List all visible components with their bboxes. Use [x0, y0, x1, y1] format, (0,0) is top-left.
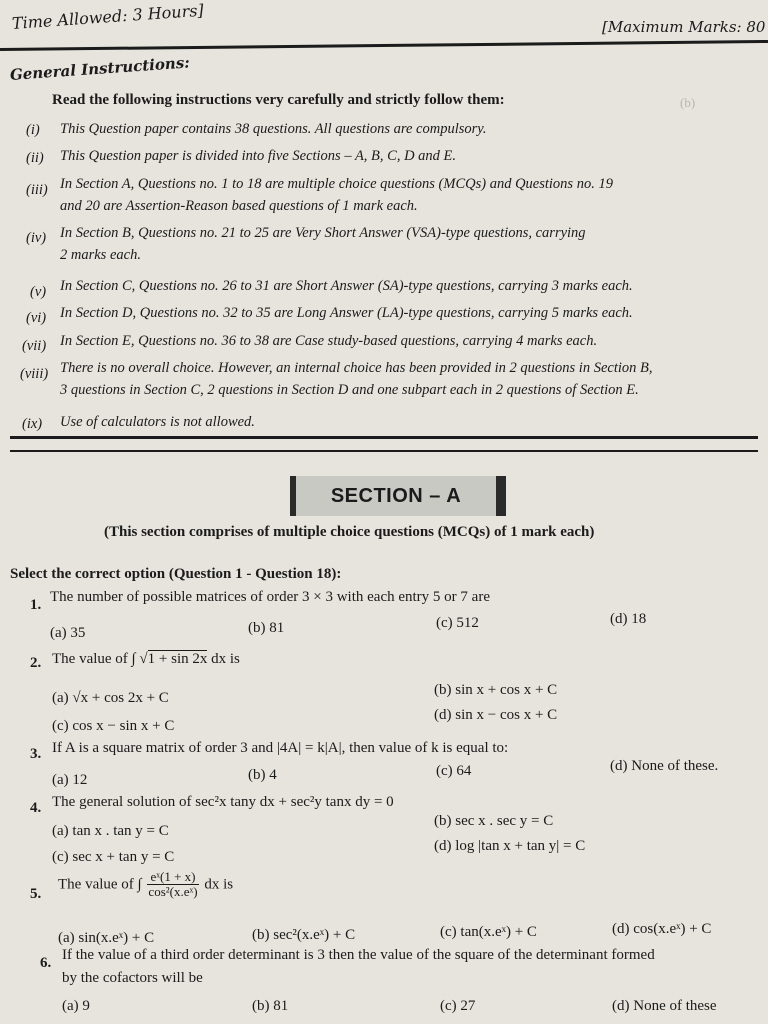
instruction-5-number: (v) — [30, 284, 47, 300]
fraction-numerator: eˣ(1 + x) — [147, 870, 198, 885]
question-6-line-2: by the cofactors will be — [62, 970, 203, 986]
question-1-option-b: (b) 81 — [248, 620, 285, 636]
time-allowed: Time Allowed: 3 Hours] — [11, 0, 205, 33]
instruction-9-text: Use of calculators is not allowed. — [60, 414, 255, 430]
instruction-2-number: (ii) — [26, 150, 44, 166]
bleed-through-text: (b) — [680, 95, 696, 110]
section-subtitle: (This section comprises of multiple choice questions (MCQs) of 1 mark each) — [104, 524, 595, 540]
square-root-sign: √ — [139, 651, 148, 667]
question-4-option-b: (b) sec x . sec y = C — [434, 813, 554, 829]
instruction-3-line-2: and 20 are Assertion-Reason based questions of 1 mark each. — [60, 198, 418, 214]
question-2-option-a: (a) √x + cos 2x + C — [52, 690, 169, 706]
question-6-option-d: (d) None of these — [612, 998, 717, 1014]
question-2-option-c: (c) cos x − sin x + C — [52, 718, 175, 734]
question-3-text: If A is a square matrix of order 3 and |4A| = k|A|, then value of k is equal to: — [52, 740, 509, 756]
question-3-number: 3. — [30, 746, 42, 762]
question-5-text-prefix: The value of ∫ — [58, 876, 142, 893]
question-6-number: 6. — [40, 955, 52, 971]
instruction-2-text: This Question paper is divided into five Sections – A, B, C, D and E. — [60, 148, 457, 164]
question-3-option-d: (d) None of these. — [610, 758, 719, 774]
question-5-option-c: (c) tan(x.eˣ) + C — [440, 924, 537, 940]
question-6-option-b: (b) 81 — [252, 998, 289, 1014]
instruction-5-text: In Section C, Questions no. 26 to 31 are Short Answer (SA)-type questions, carrying 3 marks each. — [60, 278, 633, 294]
instructions-lead: Read the following instructions very carefully and strictly follow them: — [52, 92, 505, 108]
question-5-text-suffix: dx is — [204, 876, 234, 893]
fraction-denominator: cos²(x.eˣ) — [148, 884, 198, 900]
instruction-8-line-2: 3 questions in Section C, 2 questions in Section D and one subpart each in 2 questions of Section E. — [60, 382, 639, 398]
question-2-text-prefix: The value of ∫ — [52, 651, 136, 667]
question-5-text — [58, 870, 233, 900]
question-4-option-c: (c) sec x + tan y = C — [52, 849, 175, 865]
question-6-line-1: If the value of a third order determinant is 3 then the value of the square of the determinant formed — [62, 947, 655, 963]
select-instruction: Select the correct option (Question 1 - Question 18): — [10, 566, 342, 582]
instruction-6-number: (vi) — [26, 310, 47, 326]
question-5-number: 5. — [30, 886, 42, 902]
instruction-8-line-1: There is no overall choice. However, an internal choice has been provided in 2 questions in Section B, — [60, 360, 653, 376]
instruction-4-number: (iv) — [26, 230, 47, 246]
instruction-9-number: (ix) — [22, 416, 43, 432]
instruction-1-number: (i) — [26, 122, 40, 138]
question-4-option-d: (d) log |tan x + tan y| = C — [434, 838, 586, 854]
question-6-option-c: (c) 27 — [440, 998, 476, 1014]
section-a-title: SECTION – A — [290, 476, 506, 516]
question-5-option-a: (a) sin(x.eˣ) + C — [58, 930, 155, 946]
instruction-4-line-1: In Section B, Questions no. 21 to 25 are Very Short Answer (VSA)-type questions, carrying — [60, 225, 586, 241]
question-2-number: 2. — [30, 655, 42, 671]
question-2-text — [52, 651, 240, 668]
question-1-option-c: (c) 512 — [436, 615, 479, 631]
instruction-8-number: (viii) — [20, 366, 49, 382]
question-1-number: 1. — [30, 597, 42, 613]
question-4-option-a: (a) tan x . tan y = C — [52, 823, 169, 839]
question-4-number: 4. — [30, 800, 42, 816]
question-5-option-d: (d) cos(x.eˣ) + C — [612, 921, 712, 937]
question-1-option-a: (a) 35 — [50, 625, 86, 641]
header-rule — [0, 40, 768, 51]
question-3-option-c: (c) 64 — [436, 763, 472, 779]
question-4-text: The general solution of sec²x tany dx + sec²y tanx dy = 0 — [52, 794, 394, 810]
question-2-radicand: 1 + sin 2x — [147, 651, 208, 667]
instruction-3-line-1: In Section A, Questions no. 1 to 18 are multiple choice questions (MCQs) and Questions no. 19 — [60, 176, 613, 192]
instruction-7-number: (vii) — [22, 338, 47, 354]
general-instructions-heading: General Instructions: — [9, 53, 191, 84]
question-1-option-d: (d) 18 — [610, 611, 647, 627]
instructions-rule-top — [10, 436, 758, 439]
question-2-option-d: (d) sin x − cos x + C — [434, 707, 558, 723]
question-2-text-suffix: dx is — [207, 651, 240, 667]
instruction-6-text: In Section D, Questions no. 32 to 35 are Long Answer (LA)-type questions, carrying 5 marks each. — [60, 305, 633, 321]
question-3-option-a: (a) 12 — [52, 772, 88, 788]
instruction-7-text: In Section E, Questions no. 36 to 38 are Case study-based questions, carrying 4 marks each. — [60, 333, 598, 349]
instruction-3-number: (iii) — [26, 182, 48, 198]
question-3-option-b: (b) 4 — [248, 767, 277, 783]
question-6-option-a: (a) 9 — [62, 998, 90, 1014]
maximum-marks: [Maximum Marks: 80 — [602, 18, 766, 36]
question-5-fraction — [145, 870, 200, 900]
instruction-1-text: This Question paper contains 38 questions. All questions are compulsory. — [60, 121, 487, 137]
instruction-4-line-2: 2 marks each. — [60, 247, 141, 263]
question-5-option-b: (b) sec²(x.eˣ) + C — [252, 927, 356, 943]
question-2-option-b: (b) sin x + cos x + C — [434, 682, 558, 698]
question-1-text: The number of possible matrices of order 3 × 3 with each entry 5 or 7 are — [50, 589, 490, 605]
instructions-rule-bottom — [10, 450, 758, 452]
